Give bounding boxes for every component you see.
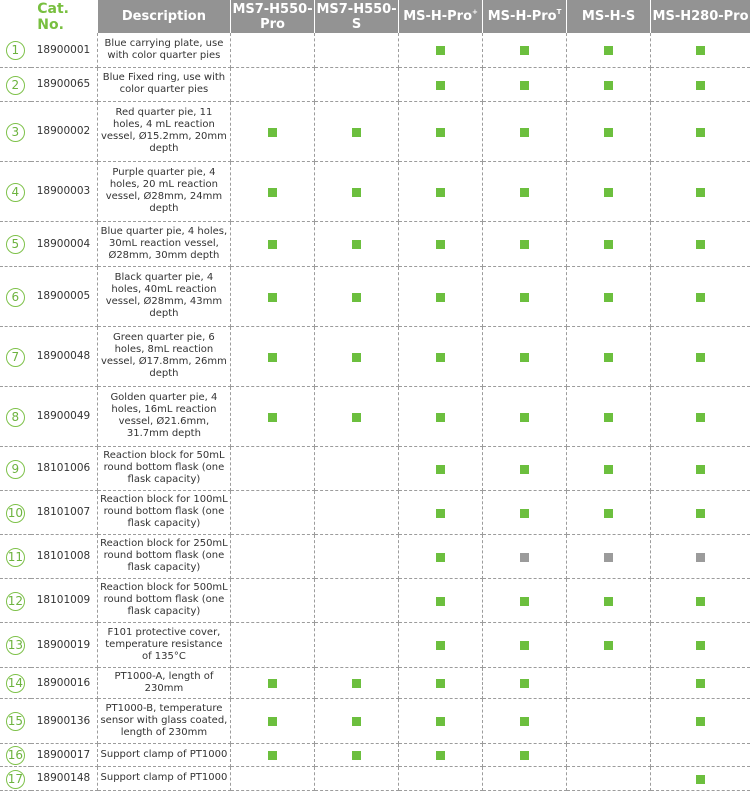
compat-cell: [567, 622, 651, 667]
compatible-square-icon: [520, 353, 529, 362]
header-model-label: MS-H280-Pro: [652, 9, 749, 24]
header-model-label: MS7-H550-Pro: [232, 1, 313, 32]
header-model: [651, 0, 750, 33]
table-row: [0, 446, 750, 490]
compatible-square-icon: [604, 128, 613, 137]
compatible-square-icon: [604, 413, 613, 422]
description-cell: Support clamp of PT1000: [97, 766, 230, 790]
cat-no-cell: 18900004: [31, 221, 98, 266]
compatible-square-icon: [436, 553, 445, 562]
compat-cell: [399, 67, 483, 101]
compat-cell: [315, 622, 399, 667]
compatible-square-icon: [604, 641, 613, 650]
row-number-cell: [0, 221, 31, 266]
compatible-square-icon: [352, 717, 361, 726]
row-number-cell: [0, 386, 31, 446]
compat-cell: [651, 221, 750, 266]
description-cell: Red quarter pie, 11 holes, 4 mL reaction vessel, Ø15.2mm, 20mm depth: [97, 101, 230, 161]
description-cell: Golden quarter pie, 4 holes, 16mL reaction vessel, Ø21.6mm, 31.7mm depth: [97, 386, 230, 446]
compat-cell: [651, 698, 750, 743]
compatible-square-icon: [352, 128, 361, 137]
compat-cell: [315, 33, 399, 67]
compatible-square-icon: [436, 751, 445, 760]
compat-cell: [651, 67, 750, 101]
compat-cell: [483, 578, 567, 622]
compat-cell: [567, 33, 651, 67]
compatible-square-icon: [520, 751, 529, 760]
compat-cell: [651, 578, 750, 622]
compatible-square-icon: [520, 46, 529, 55]
compat-cell: [567, 490, 651, 534]
description-cell: Reaction block for 100mL round bottom flask (one flask capacity): [97, 490, 230, 534]
row-number-badge: 7: [6, 348, 25, 367]
header-model-label: MS-H-S: [581, 9, 636, 24]
compatible-square-icon: [436, 465, 445, 474]
compat-cell: [315, 266, 399, 326]
compat-cell: [315, 667, 399, 698]
row-number-badge: 17: [6, 770, 25, 789]
table-row: [0, 67, 750, 101]
compatible-square-icon: [696, 413, 705, 422]
description-cell: Support clamp of PT1000: [97, 743, 230, 766]
compatible-square-icon: [268, 751, 277, 760]
compatible-square-icon: [352, 353, 361, 362]
compat-cell: [231, 743, 315, 766]
compat-cell: [231, 221, 315, 266]
compatible-square-icon: [604, 81, 613, 90]
compatible-square-icon: [696, 775, 705, 784]
table-row: [0, 490, 750, 534]
compatible-square-icon: [520, 641, 529, 650]
compatible-square-icon: [696, 509, 705, 518]
compatible-square-icon: [696, 597, 705, 606]
compat-cell: [483, 221, 567, 266]
table-body: [0, 33, 750, 790]
compatible-square-icon: [696, 353, 705, 362]
compatible-square-icon: [696, 293, 705, 302]
row-number-cell: [0, 33, 31, 67]
compat-cell: [399, 622, 483, 667]
description-cell: PT1000-B, temperature sensor with glass coated, length of 230mm: [97, 698, 230, 743]
compatible-square-icon: [268, 679, 277, 688]
cat-no-cell: 18900048: [31, 326, 98, 386]
compat-cell: [231, 490, 315, 534]
row-number-badge: 15: [6, 712, 25, 731]
compat-cell: [567, 667, 651, 698]
compat-cell: [651, 446, 750, 490]
compat-cell: [483, 386, 567, 446]
cat-no-cell: 18900002: [31, 101, 98, 161]
compat-cell: [231, 67, 315, 101]
compat-cell: [483, 161, 567, 221]
compatible-square-icon: [436, 293, 445, 302]
cat-no-cell: 18900003: [31, 161, 98, 221]
description-cell: Blue quarter pie, 4 holes, 30mL reaction vessel, Ø28mm, 30mm depth: [97, 221, 230, 266]
cat-no-cell: 18101006: [31, 446, 98, 490]
header-model-label: MS-H-Pro: [403, 9, 473, 24]
compat-cell: [315, 534, 399, 578]
compatible-square-icon: [604, 188, 613, 197]
table-row: [0, 101, 750, 161]
cat-no-cell: 18101007: [31, 490, 98, 534]
row-number-cell: [0, 698, 31, 743]
compat-cell: [567, 578, 651, 622]
compatible-square-icon: [520, 679, 529, 688]
row-number-cell: [0, 161, 31, 221]
row-number-badge: 11: [6, 548, 25, 567]
compat-cell: [399, 101, 483, 161]
cat-no-cell: 18900049: [31, 386, 98, 446]
compat-cell: [315, 326, 399, 386]
optional-square-icon: [520, 553, 529, 562]
row-number-cell: [0, 446, 31, 490]
compat-cell: [231, 667, 315, 698]
compatible-square-icon: [268, 413, 277, 422]
compatible-square-icon: [436, 413, 445, 422]
compat-cell: [315, 446, 399, 490]
compat-cell: [231, 622, 315, 667]
compat-cell: [399, 266, 483, 326]
row-number-badge: 8: [6, 408, 25, 427]
header-model-sup: T: [556, 8, 562, 16]
compat-cell: [315, 743, 399, 766]
compat-cell: [567, 534, 651, 578]
compat-cell: [231, 33, 315, 67]
compatible-square-icon: [520, 509, 529, 518]
cat-no-cell: 18101009: [31, 578, 98, 622]
compatible-square-icon: [520, 717, 529, 726]
header-row: [0, 0, 750, 33]
table-row: [0, 578, 750, 622]
compatible-square-icon: [436, 509, 445, 518]
optional-square-icon: [696, 553, 705, 562]
compat-cell: [651, 33, 750, 67]
compat-cell: [567, 326, 651, 386]
compatible-square-icon: [436, 641, 445, 650]
compat-cell: [483, 622, 567, 667]
row-number-cell: [0, 67, 31, 101]
table-row: [0, 667, 750, 698]
compat-cell: [315, 101, 399, 161]
compat-cell: [315, 490, 399, 534]
header-model-label: MS-H-Pro: [487, 9, 557, 24]
compatible-square-icon: [520, 597, 529, 606]
compatible-square-icon: [520, 465, 529, 474]
compat-cell: [315, 67, 399, 101]
row-number-badge: 4: [6, 183, 25, 202]
description-cell: Blue Fixed ring, use with color quarter pies: [97, 67, 230, 101]
compatible-square-icon: [520, 81, 529, 90]
compatible-square-icon: [436, 679, 445, 688]
compat-cell: [651, 161, 750, 221]
compatible-square-icon: [520, 188, 529, 197]
row-number-badge: 1: [6, 41, 25, 60]
optional-square-icon: [604, 553, 613, 562]
compatible-square-icon: [436, 240, 445, 249]
compat-cell: [399, 667, 483, 698]
compat-cell: [651, 101, 750, 161]
row-number-badge: 3: [6, 123, 25, 142]
table-row: [0, 386, 750, 446]
row-number-cell: [0, 667, 31, 698]
description-cell: Purple quarter pie, 4 holes, 20 mL reaction vessel, Ø28mm, 24mm depth: [97, 161, 230, 221]
table-row: [0, 33, 750, 67]
compat-cell: [483, 101, 567, 161]
description-cell: PT1000-A, length of 230mm: [97, 667, 230, 698]
compatible-square-icon: [436, 597, 445, 606]
compat-cell: [567, 446, 651, 490]
compat-cell: [651, 266, 750, 326]
compat-cell: [483, 446, 567, 490]
compat-cell: [567, 101, 651, 161]
compatible-square-icon: [696, 679, 705, 688]
compatible-square-icon: [696, 81, 705, 90]
compat-cell: [231, 266, 315, 326]
row-number-badge: 9: [6, 460, 25, 479]
compat-cell: [567, 386, 651, 446]
row-number-badge: 14: [6, 674, 25, 693]
compat-cell: [483, 766, 567, 790]
compatible-square-icon: [604, 353, 613, 362]
compatible-square-icon: [696, 46, 705, 55]
compatible-square-icon: [268, 293, 277, 302]
compatible-square-icon: [604, 509, 613, 518]
compatible-square-icon: [604, 46, 613, 55]
compat-cell: [483, 490, 567, 534]
compatible-square-icon: [268, 128, 277, 137]
compatible-square-icon: [352, 679, 361, 688]
compat-cell: [483, 743, 567, 766]
compat-cell: [483, 698, 567, 743]
header-model: [483, 0, 567, 33]
compat-cell: [483, 33, 567, 67]
compat-cell: [651, 326, 750, 386]
row-number-badge: 5: [6, 235, 25, 254]
description-cell: Reaction block for 500mL round bottom flask (one flask capacity): [97, 578, 230, 622]
cat-no-cell: 18101008: [31, 534, 98, 578]
compatible-square-icon: [696, 717, 705, 726]
compatible-square-icon: [604, 465, 613, 474]
compat-cell: [231, 386, 315, 446]
compat-cell: [399, 221, 483, 266]
compat-cell: [483, 534, 567, 578]
compatible-square-icon: [436, 188, 445, 197]
description-cell: Green quarter pie, 6 holes, 8mL reaction vessel, Ø17.8mm, 26mm depth: [97, 326, 230, 386]
row-number-cell: [0, 578, 31, 622]
header-model-sup: +: [472, 8, 478, 16]
compatible-square-icon: [436, 81, 445, 90]
compat-cell: [483, 67, 567, 101]
compat-cell: [399, 326, 483, 386]
compatible-square-icon: [352, 188, 361, 197]
header-model: [399, 0, 483, 33]
row-number-badge: 16: [6, 746, 25, 765]
row-number-cell: [0, 490, 31, 534]
table-row: [0, 743, 750, 766]
table-row: [0, 266, 750, 326]
compat-cell: [567, 161, 651, 221]
compatible-square-icon: [268, 353, 277, 362]
compat-cell: [651, 534, 750, 578]
row-number-cell: [0, 266, 31, 326]
compat-cell: [315, 161, 399, 221]
compatible-square-icon: [436, 128, 445, 137]
compat-cell: [315, 386, 399, 446]
row-number-cell: [0, 622, 31, 667]
compat-cell: [231, 101, 315, 161]
row-number-cell: [0, 326, 31, 386]
compat-cell: [651, 386, 750, 446]
cat-no-cell: 18900005: [31, 266, 98, 326]
compat-cell: [399, 698, 483, 743]
table-row: [0, 326, 750, 386]
compat-cell: [231, 534, 315, 578]
compatible-square-icon: [268, 240, 277, 249]
description-cell: Reaction block for 250mL round bottom flask (one flask capacity): [97, 534, 230, 578]
compatible-square-icon: [604, 240, 613, 249]
compatible-square-icon: [520, 128, 529, 137]
compat-cell: [651, 622, 750, 667]
compat-cell: [315, 698, 399, 743]
cat-no-cell: 18900065: [31, 67, 98, 101]
compatible-square-icon: [520, 240, 529, 249]
description-cell: Blue carrying plate, use with color quarter pies: [97, 33, 230, 67]
compat-cell: [651, 743, 750, 766]
row-number-badge: 13: [6, 636, 25, 655]
compatible-square-icon: [436, 353, 445, 362]
table-row: [0, 161, 750, 221]
compatible-square-icon: [696, 128, 705, 137]
row-number-badge: 12: [6, 592, 25, 611]
compatible-square-icon: [696, 188, 705, 197]
compat-cell: [315, 221, 399, 266]
compat-cell: [651, 766, 750, 790]
compat-cell: [399, 743, 483, 766]
header-blank: [0, 0, 31, 33]
compat-cell: [483, 326, 567, 386]
table-row: [0, 766, 750, 790]
header-description: Description: [97, 0, 230, 33]
compatible-square-icon: [352, 293, 361, 302]
compatible-square-icon: [352, 413, 361, 422]
compat-cell: [567, 698, 651, 743]
table-row: [0, 221, 750, 266]
compat-cell: [399, 161, 483, 221]
compatible-square-icon: [604, 597, 613, 606]
cat-no-cell: 18900136: [31, 698, 98, 743]
cat-no-cell: 18900001: [31, 33, 98, 67]
compatible-square-icon: [604, 293, 613, 302]
cat-no-cell: 18900017: [31, 743, 98, 766]
compat-cell: [231, 578, 315, 622]
compatible-square-icon: [696, 240, 705, 249]
compat-cell: [231, 161, 315, 221]
compat-cell: [567, 266, 651, 326]
row-number-cell: [0, 766, 31, 790]
compat-cell: [399, 534, 483, 578]
compat-cell: [567, 766, 651, 790]
row-number-cell: [0, 534, 31, 578]
header-model-label: MS7-H550-S: [316, 1, 397, 32]
header-model: [231, 0, 315, 33]
compat-cell: [399, 33, 483, 67]
compat-cell: [483, 266, 567, 326]
compat-cell: [231, 766, 315, 790]
description-cell: Black quarter pie, 4 holes, 40mL reaction vessel, Ø28mm, 43mm depth: [97, 266, 230, 326]
table-row: [0, 622, 750, 667]
compat-cell: [399, 578, 483, 622]
compat-cell: [399, 446, 483, 490]
description-cell: F101 protective cover, temperature resistance of 135°C: [97, 622, 230, 667]
compatible-square-icon: [520, 293, 529, 302]
header-model: [315, 0, 399, 33]
compatible-square-icon: [436, 717, 445, 726]
compatible-square-icon: [268, 188, 277, 197]
compat-cell: [315, 578, 399, 622]
compat-cell: [315, 766, 399, 790]
table-row: [0, 698, 750, 743]
row-number-cell: [0, 743, 31, 766]
compat-cell: [651, 490, 750, 534]
compatible-square-icon: [268, 717, 277, 726]
compat-cell: [567, 67, 651, 101]
table-row: [0, 534, 750, 578]
compatible-square-icon: [352, 240, 361, 249]
row-number-badge: 2: [6, 76, 25, 95]
header-model: [567, 0, 651, 33]
compat-cell: [399, 766, 483, 790]
row-number-badge: 10: [6, 504, 25, 523]
description-cell: Reaction block for 50mL round bottom flask (one flask capacity): [97, 446, 230, 490]
compat-cell: [651, 667, 750, 698]
cat-no-cell: 18900148: [31, 766, 98, 790]
cat-no-cell: 18900019: [31, 622, 98, 667]
cat-no-cell: 18900016: [31, 667, 98, 698]
header-cat-no: Cat. No.: [31, 0, 98, 33]
compat-cell: [231, 446, 315, 490]
compat-cell: [231, 326, 315, 386]
compat-cell: [231, 698, 315, 743]
compatible-square-icon: [520, 413, 529, 422]
compatible-square-icon: [436, 46, 445, 55]
compatible-square-icon: [696, 641, 705, 650]
compat-cell: [399, 386, 483, 446]
compat-cell: [567, 743, 651, 766]
row-number-cell: [0, 101, 31, 161]
compatible-square-icon: [696, 465, 705, 474]
compat-cell: [567, 221, 651, 266]
row-number-badge: 6: [6, 288, 25, 307]
compat-cell: [483, 667, 567, 698]
compatible-square-icon: [352, 751, 361, 760]
compat-cell: [399, 490, 483, 534]
